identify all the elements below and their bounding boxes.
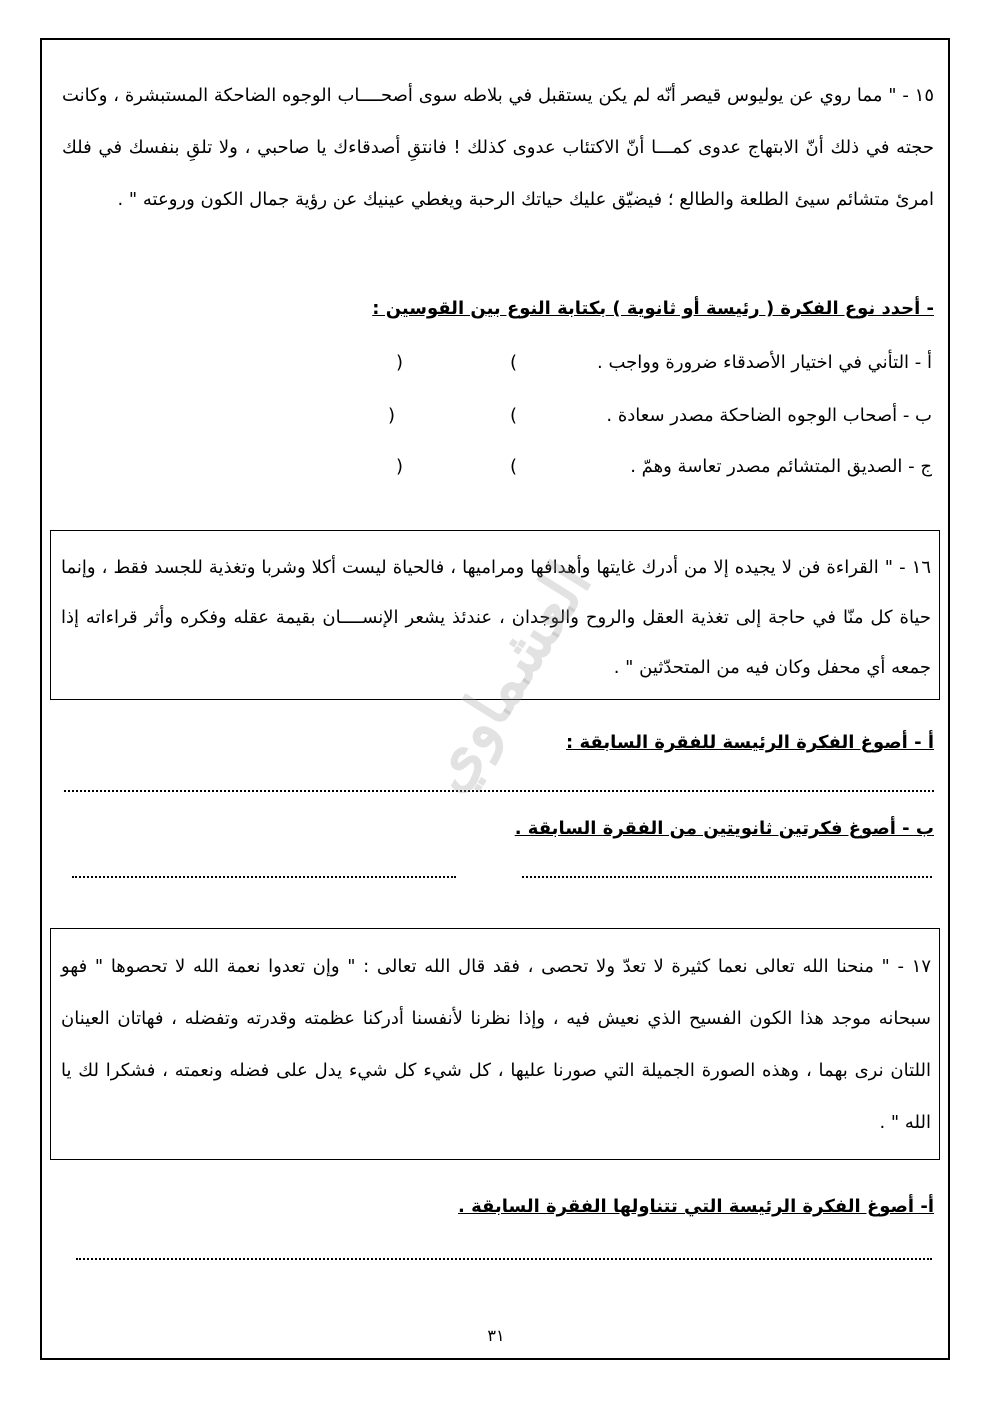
q15-item-a-answer-blank[interactable] <box>408 352 506 376</box>
q16-paragraph: ١٦ - " القراءة فن لا يجيده إلا من أدرك غايتها وأهدافها ومراميها ، فالحياة ليست أكلا وشربا وتغذية للجسد فقط ، وإنما حياة كل منّا في حاجة إلى تغذية العقل والروح والوجدان ، عندئذ يشعر الإنســــان بقيمة عقله وفكره وأثر قراءاته إذا جمعه أي محفل وكان فيه من المتحدّثين " . <box>61 557 931 678</box>
q15-item-b-paren-open: ( <box>510 405 518 426</box>
q15-item-c-paren-open: ( <box>510 456 518 477</box>
q15-item-c-paren-close: ) <box>396 456 404 477</box>
q15-item-c-answer-blank[interactable] <box>408 456 506 480</box>
q15-item-b-answer-blank[interactable] <box>400 405 506 429</box>
q15-paragraph: ١٥ - " مما روي عن يوليوس قيصر أنّه لم يكن يستقبل في بلاطه سوى أصحــــاب الوجوه الضاحكة المستبشرة ، وكانت حجته في ذلك أنّ الابتهاج عدوى كمـــا أنّ الاكتئاب عدوى كذلك ! فانتقِ أصدقاءك يا صاحبي ، ولا تلقِ بنفسك في فلك امرئ متشائم سيئ الطلعة والطالع ؛ فيضيّق عليك حياتك الرحبة ويغطي عينيك عن رؤية جمال الكون وروعته " . <box>62 85 934 210</box>
q16-answer-a-line[interactable] <box>64 790 934 792</box>
page-number: ٣١ <box>487 1326 505 1345</box>
watermark-text: العشماوي <box>408 549 606 804</box>
q17-answer-a-line[interactable] <box>76 1258 932 1260</box>
q17-question-a: أ- أصوغ الفكرة الرئيسة التي تتناولها الفقرة السابقة . <box>458 1196 934 1217</box>
q15-item-a-paren-open: ( <box>510 352 518 373</box>
q16-answer-b2-line[interactable] <box>72 876 456 878</box>
q15-item-c-text: ج - الصديق المتشائم مصدر تعاسة وهمّ . <box>630 456 932 477</box>
q15-item-b-paren-close: ) <box>388 405 396 426</box>
q16-answer-b1-line[interactable] <box>522 876 932 878</box>
q17-box <box>50 928 940 1160</box>
q15-item-b-text: ب - أصحاب الوجوه الضاحكة مصدر سعادة . <box>606 405 932 426</box>
q16-question-a: أ - أصوغ الفكرة الرئيسة للفقرة السابقة : <box>566 732 934 753</box>
q15-item-a-text: أ - التأني في اختيار الأصدقاء ضرورة وواجب . <box>597 352 932 373</box>
q16-question-b: ب - أصوغ فكرتين ثانويتين من الفقرة السابقة . <box>514 818 934 839</box>
q15-instruction: - أحدد نوع الفكرة ( رئيسة أو ثانوية ) بكتابة النوع بين القوسين : <box>372 298 934 319</box>
q17-paragraph: ١٧ - " منحنا الله تعالى نعما كثيرة لا تعدّ ولا تحصى ، فقد قال الله تعالى : " وإن تعدوا نعمة الله لا تحصوها " فهو سبحانه موجد هذا الكون الفسيح الذي نعيش فيه ، وإذا نظرنا لأنفسنا أدركنا عظمته وقدرته وتفضله ، فهاتان العينان اللتان نرى بهما ، وهذه الصورة الجميلة التي صورنا عليها ، كل شيء كل شيء يدل على فضله ونعمته ، فشكرا لك يا الله " . <box>61 956 931 1133</box>
q15-item-a-paren-close: ) <box>396 352 404 373</box>
